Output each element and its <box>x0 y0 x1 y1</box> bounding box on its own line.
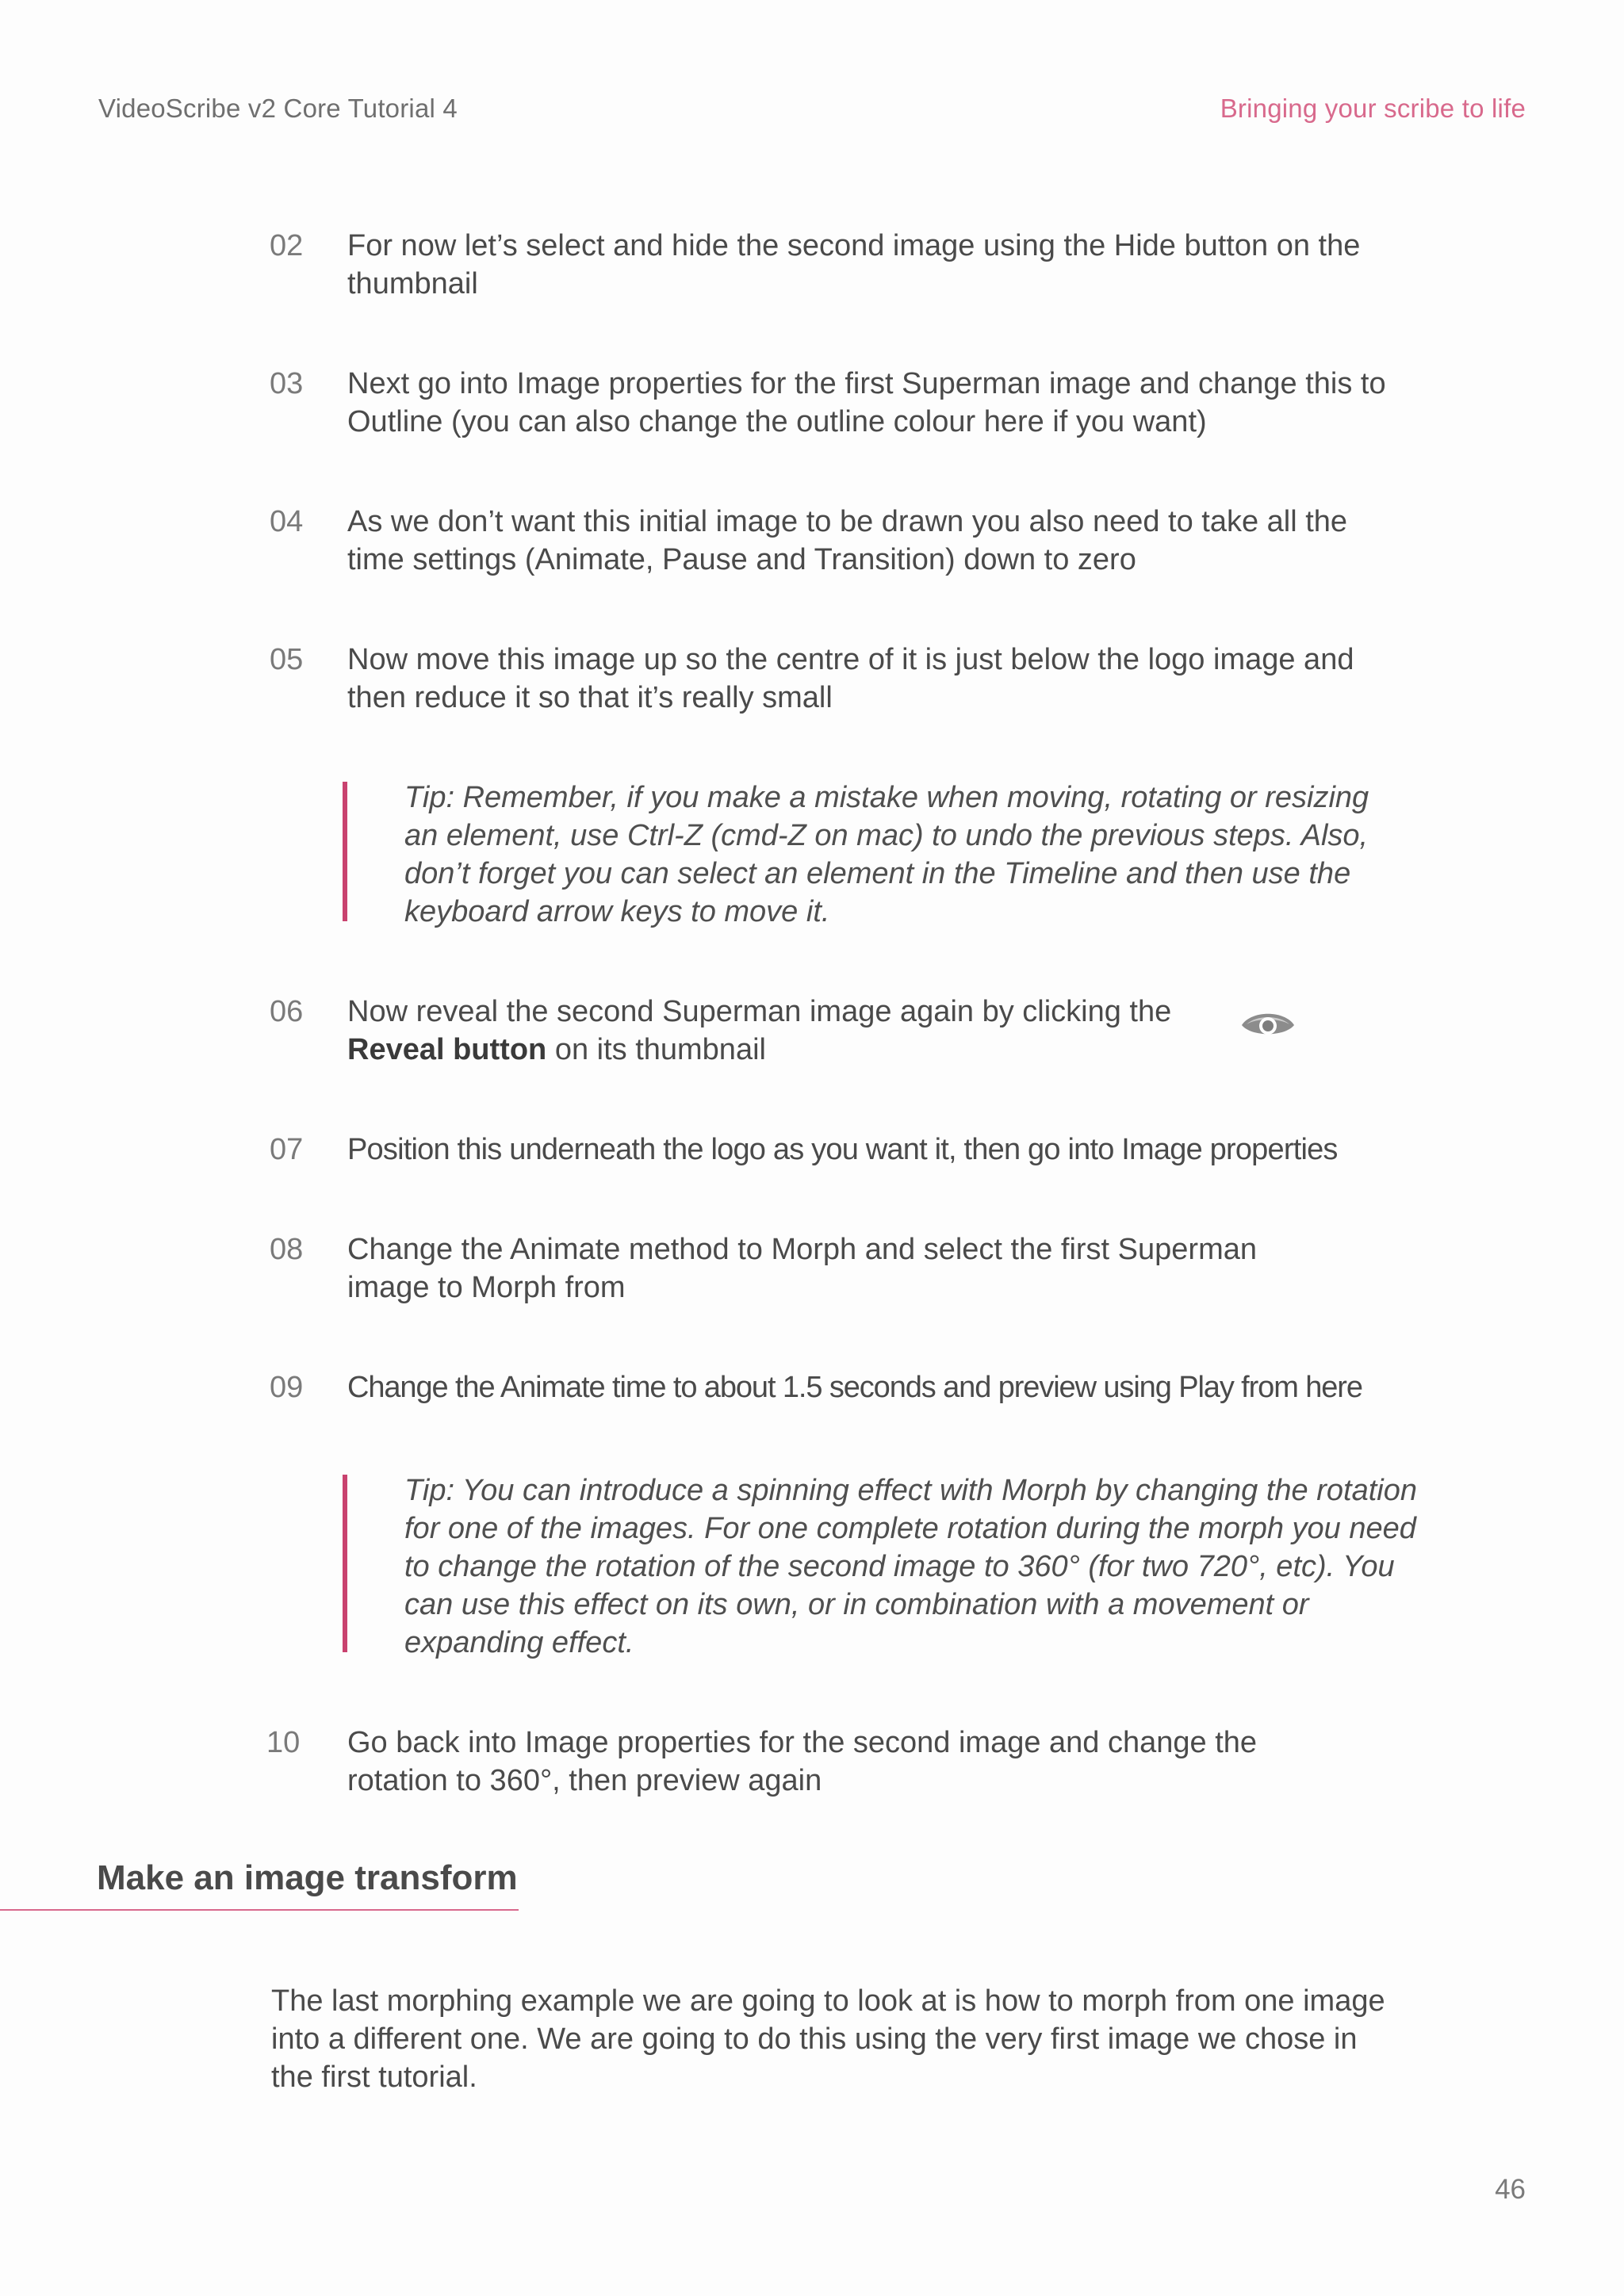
section-underline <box>0 1909 519 1911</box>
step-number: 09 <box>270 1371 304 1404</box>
eye-icon <box>1239 1005 1297 1045</box>
step-item <box>270 365 1396 441</box>
section-heading: Make an image transform <box>97 1858 518 1897</box>
step-text: Next go into Image properties for the first Superman image and change this to Outline (you can also change the outline colour here if you want) <box>347 367 1386 438</box>
step-item <box>270 503 1396 579</box>
tip-text: Tip: You can introduce a spinning effect with Morph by changing the rotation for one of the images. For one complete rotation during the morph you need to change the rotation of the second image to 360° (for two 720°, etc). You can use this effect on its own, or in combination with a movement or expanding effect. <box>404 1474 1417 1659</box>
chapter-title: Bringing your scribe to life <box>1220 94 1526 123</box>
step-number: 10 <box>266 1726 301 1759</box>
tip-accent-bar <box>343 1475 347 1652</box>
step-item <box>270 993 1396 1069</box>
step-text <box>347 993 1220 1069</box>
document-title: VideoScribe v2 Core Tutorial 4 <box>98 94 458 123</box>
step-text: Now move this image up so the centre of it is just below the logo image and then reduce it so that it’s really small <box>347 643 1354 714</box>
tip-accent-bar <box>343 782 347 921</box>
step-text-after: on its thumbnail <box>554 1033 766 1066</box>
reveal-button-label: Reveal button <box>347 1033 547 1066</box>
step-number: 04 <box>270 505 304 538</box>
step-text: For now let’s select and hide the second image using the Hide button on the thumbnail <box>347 229 1361 300</box>
section-intro-paragraph: The last morphing example we are going to look at is how to morph from one image into a different one. We are going to do this using the very first image we chose in the first tutorial. <box>271 1984 1385 2094</box>
step-text-before: Now reveal the second Superman image again by clicking the <box>347 995 1172 1028</box>
step-text: Position this underneath the logo as you want it, then go into Image properties <box>347 1133 1338 1166</box>
step-number: 03 <box>270 367 304 400</box>
page-number: 46 <box>1495 2174 1526 2205</box>
step-item <box>270 1368 1396 1406</box>
step-text: Change the Animate method to Morph and select the first Superman image to Morph from <box>347 1233 1257 1304</box>
step-text: As we don’t want this initial image to be drawn you also need to take all the time settings (Animate, Pause and Transition) down to zero <box>347 505 1348 576</box>
step-item <box>270 1131 1396 1169</box>
step-item <box>270 227 1396 303</box>
tip-callout <box>343 779 1405 931</box>
step-number: 08 <box>270 1233 304 1266</box>
step-text: Change the Animate time to about 1.5 seconds and preview using Play from here <box>347 1371 1362 1404</box>
step-number: 05 <box>270 643 304 676</box>
tip-callout <box>343 1471 1417 1662</box>
step-item <box>270 641 1396 717</box>
tip-text: Tip: Remember, if you make a mistake when moving, rotating or resizing an element, use Ctrl-Z (cmd-Z on mac) to undo the previous steps. Also, don’t forget you can select an element in the Timeline and then use the keyboard arrow keys to move it. <box>404 781 1369 928</box>
step-number: 07 <box>270 1133 304 1166</box>
step-number: 02 <box>270 229 304 262</box>
step-number: 06 <box>270 995 304 1028</box>
step-text: Go back into Image properties for the second image and change the rotation to 360°, then preview again <box>347 1726 1258 1797</box>
step-item <box>266 1724 1392 1800</box>
step-item <box>270 1230 1396 1307</box>
